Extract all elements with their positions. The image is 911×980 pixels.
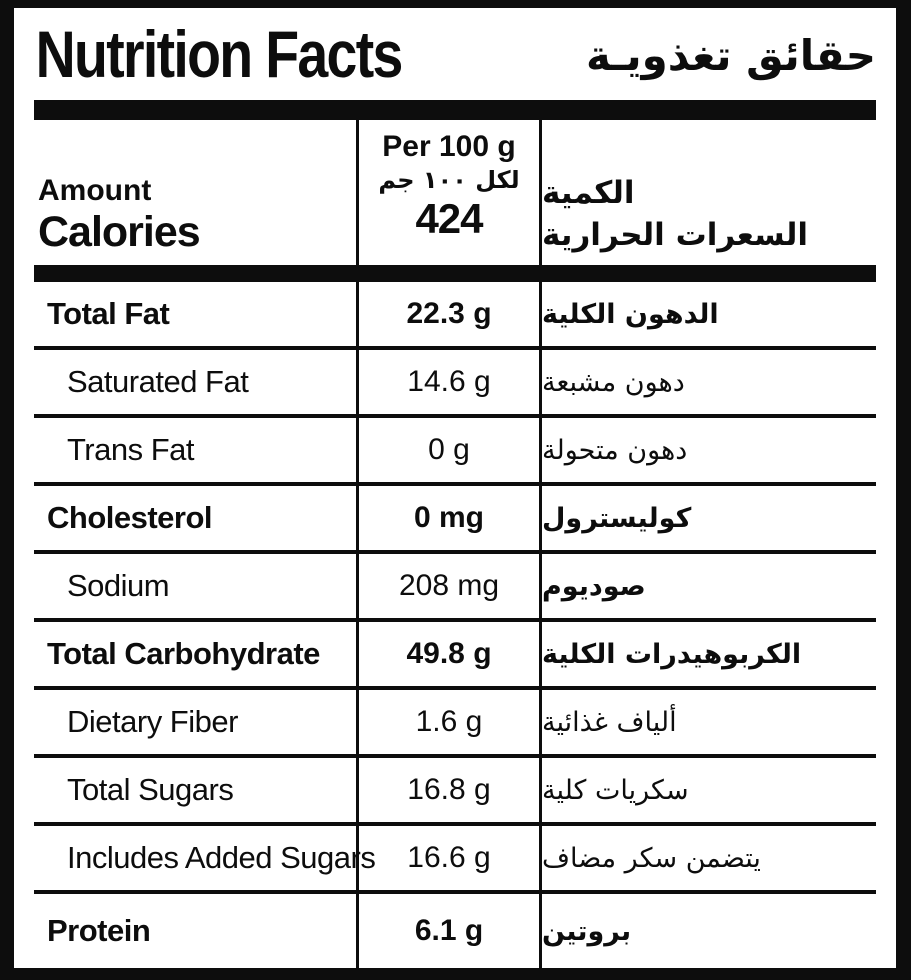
calories-label-en: Calories <box>38 207 200 256</box>
calories-label-ar: السعرات الحرارية <box>542 217 808 254</box>
per-100g-label-ar: لكل ١٠٠ جم <box>378 165 520 194</box>
nutrient-name-en: Dietary Fiber <box>67 704 238 739</box>
amount-label-en: Amount <box>38 174 152 208</box>
nutrient-value: 1.6 g <box>356 690 542 754</box>
table-row <box>34 418 876 486</box>
nutrient-name-ar: الكربوهيدرات الكلية <box>542 638 802 670</box>
calories-header-arabic <box>542 120 876 265</box>
nutrient-value: 0 mg <box>356 486 542 550</box>
nutrient-name-ar: سكريات كلية <box>542 774 689 806</box>
nutrient-name-en: Cholesterol <box>47 500 213 535</box>
nutrient-name-en: Saturated Fat <box>67 364 249 399</box>
nutrient-name-ar: بروتين <box>542 915 632 947</box>
nutrient-name-ar: كوليسترول <box>542 502 692 534</box>
nutrient-name-en: Total Fat <box>47 296 170 331</box>
calories-value: 424 <box>415 194 483 242</box>
title-row <box>34 8 876 100</box>
table-row <box>34 282 876 350</box>
nutrient-value: 208 mg <box>356 554 542 618</box>
nutrient-name-en: Sodium <box>67 568 170 603</box>
label-panel <box>14 8 896 968</box>
nutrient-name-ar: دهون متحولة <box>542 434 688 466</box>
nutrient-value: 16.8 g <box>356 758 542 822</box>
table-row <box>34 486 876 554</box>
nutrient-value: 0 g <box>356 418 542 482</box>
nutrient-value: 6.1 g <box>356 894 542 968</box>
nutrient-table <box>34 282 876 968</box>
table-row <box>34 554 876 622</box>
nutrient-name-ar: صوديوم <box>542 570 646 602</box>
table-row <box>34 350 876 418</box>
per-100g-column-header <box>356 120 542 265</box>
nutrient-name-en: Trans Fat <box>67 432 194 467</box>
table-row <box>34 622 876 690</box>
amount-label-ar: الكمية <box>542 175 635 212</box>
table-row <box>34 826 876 894</box>
nutrient-name-en: Total Sugars <box>67 772 234 807</box>
nutrient-name-ar: يتضمن سكر مضاف <box>542 842 761 874</box>
calories-header-row <box>34 120 876 265</box>
nutrient-name-ar: دهون مشبعة <box>542 366 685 398</box>
nutrient-name-ar: ألياف غذائية <box>542 706 677 738</box>
title-english: Nutrition Facts <box>35 17 402 91</box>
title-divider-bar <box>34 100 876 120</box>
nutrient-name-en: Total Carbohydrate <box>47 636 320 671</box>
calories-header-english <box>34 120 356 265</box>
nutrient-value: 16.6 g <box>356 826 542 890</box>
title-arabic: حقائق تغذويـة <box>586 31 876 80</box>
nutrient-name-ar: الدهون الكلية <box>542 298 719 330</box>
nutrient-name-en: Includes Added Sugars <box>67 840 376 875</box>
header-divider-bar <box>34 265 876 282</box>
table-row <box>34 894 876 968</box>
nutrient-value: 22.3 g <box>356 282 542 346</box>
table-row <box>34 690 876 758</box>
table-row <box>34 758 876 826</box>
nutrient-value: 14.6 g <box>356 350 542 414</box>
per-100g-label-en: Per 100 g <box>382 130 516 163</box>
nutrient-value: 49.8 g <box>356 622 542 686</box>
nutrient-name-en: Protein <box>47 913 151 948</box>
